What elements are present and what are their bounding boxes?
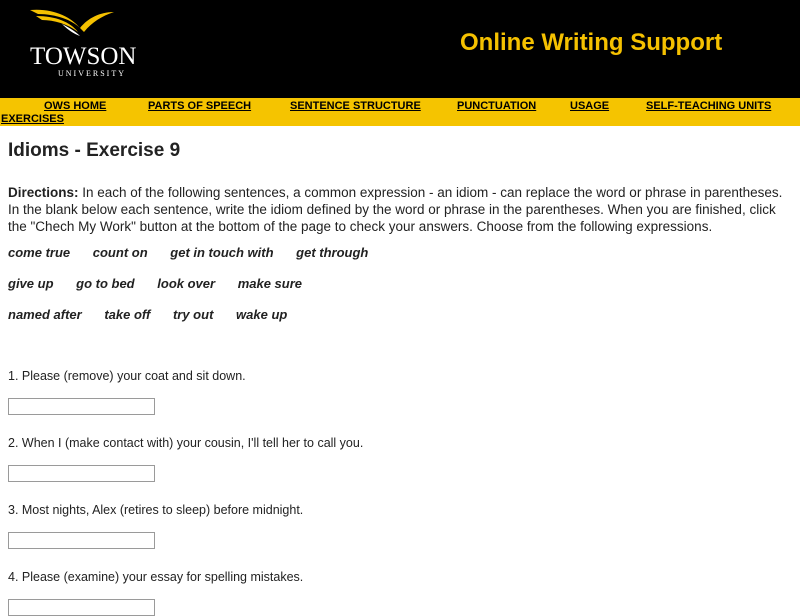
answer-input-4[interactable] — [8, 599, 155, 616]
directions-text: In each of the following sentences, a common expression - an idiom - can replace the word or phrase in parentheses. In the blank below each sentence, write the idiom defined by the word or phrase in the parentheses. When you are finished, click the "Chech My Work" button at the bottom of the page to check your answers. Choose from the following expressions. — [8, 185, 783, 234]
page-title: Idioms - Exercise 9 — [8, 140, 181, 161]
expression-item: take off — [104, 307, 151, 322]
question-3 — [8, 502, 792, 549]
nav-self-teaching-units[interactable]: SELF-TEACHING UNITS — [646, 100, 772, 112]
site-header — [0, 0, 800, 98]
main-content — [0, 140, 800, 616]
question-2 — [8, 435, 792, 482]
expression-item: make sure — [237, 276, 303, 291]
answer-input-1[interactable] — [8, 398, 155, 415]
question-text: 1. Please (remove) your coat and sit down. — [8, 369, 246, 383]
question-text: 3. Most nights, Alex (retires to sleep) before midnight. — [8, 503, 304, 517]
directions-paragraph — [8, 184, 792, 235]
expression-row — [8, 307, 792, 338]
question-4 — [8, 569, 792, 616]
nav-ows-home[interactable]: OWS HOME — [44, 100, 107, 112]
expression-item: give up — [8, 276, 54, 291]
expression-item: try out — [172, 307, 214, 322]
expression-item: go to bed — [76, 276, 135, 291]
logo-subtitle: UNIVERSITY — [58, 69, 126, 78]
question-text: 4. Please (examine) your essay for spelling mistakes. — [8, 570, 304, 584]
towson-university-logo[interactable] — [22, 6, 152, 80]
expression-item: get in touch with — [170, 245, 274, 260]
answer-input-2[interactable] — [8, 465, 155, 482]
directions-label: Directions: — [8, 185, 79, 200]
expression-bank — [8, 245, 792, 338]
nav-parts-of-speech[interactable]: PARTS OF SPEECH — [148, 100, 252, 112]
main-nav — [0, 98, 800, 126]
nav-sentence-structure[interactable]: SENTENCE STRUCTURE — [290, 100, 421, 112]
expression-row — [8, 276, 792, 307]
nav-exercises[interactable]: EXERCISES — [1, 113, 64, 125]
nav-usage[interactable]: USAGE — [570, 100, 610, 112]
logo-wordmark: TOWSON — [30, 43, 137, 70]
site-title: Online Writing Support — [460, 29, 723, 56]
expression-item: count on — [92, 245, 148, 260]
expression-item: wake up — [236, 307, 288, 322]
question-1 — [8, 368, 792, 415]
expression-item: get through — [296, 245, 369, 260]
expression-item: named after — [8, 307, 82, 322]
expression-item: come true — [8, 245, 71, 260]
expression-item: look over — [157, 276, 216, 291]
expression-row — [8, 245, 792, 276]
question-text: 2. When I (make contact with) your cousin, I'll tell her to call you. — [8, 436, 364, 450]
answer-input-3[interactable] — [8, 532, 155, 549]
nav-punctuation[interactable]: PUNCTUATION — [457, 100, 537, 112]
